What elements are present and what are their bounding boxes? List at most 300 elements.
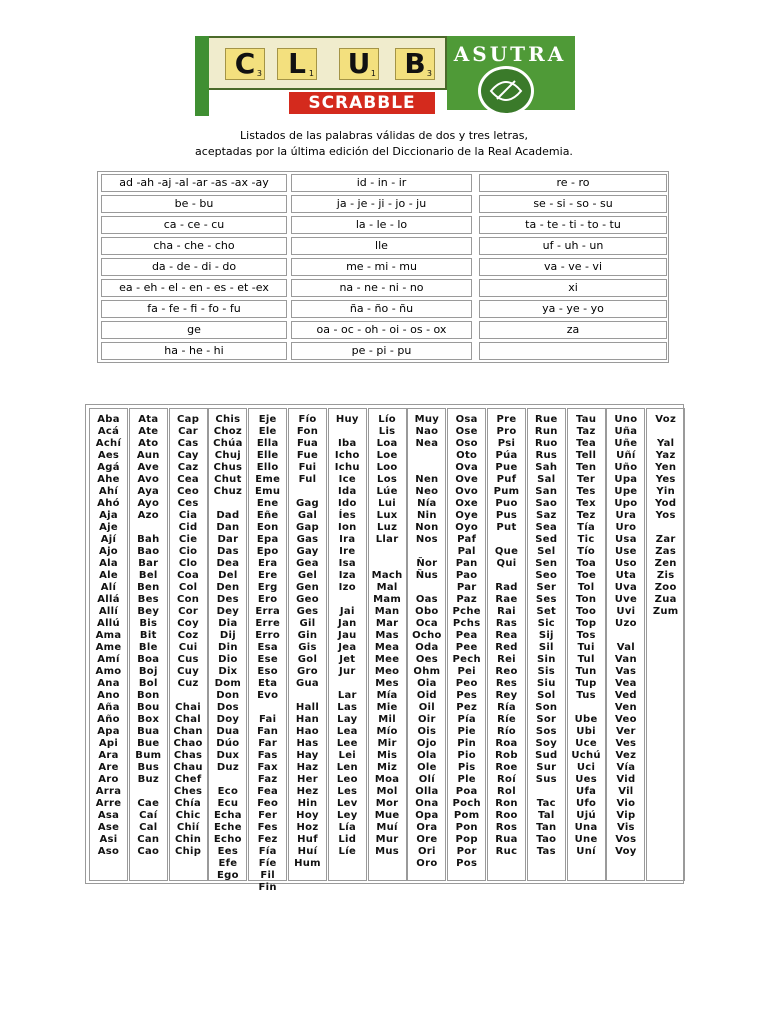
table-row	[98, 235, 668, 256]
word-entry: San	[535, 486, 558, 497]
word-column	[407, 408, 446, 881]
word-entry: Efe	[218, 858, 238, 869]
word-entry: Yod	[655, 498, 677, 509]
word-entry: Gel	[297, 570, 318, 581]
column-spacer	[408, 546, 445, 558]
word-entry: Saz	[535, 510, 557, 521]
word-entry: Echa	[213, 810, 242, 821]
word-entry: Cay	[177, 450, 199, 461]
word-entry: Sis	[537, 666, 556, 677]
word-entry: Icho	[334, 450, 360, 461]
word-column	[368, 408, 407, 881]
word-cell: va - ve - vi	[479, 258, 667, 276]
word-entry: Mur	[375, 834, 399, 845]
word-entry: Bey	[137, 606, 160, 617]
word-entry: Fue	[296, 450, 319, 461]
word-entry: Cui	[178, 642, 198, 653]
word-entry: Pchs	[452, 618, 481, 629]
word-entry: Iza	[338, 570, 356, 581]
word-entry: Taz	[576, 426, 596, 437]
word-entry: Achí	[95, 438, 122, 449]
logo-scrabble-band: SCRABBLE	[287, 90, 437, 116]
word-entry: Nao	[415, 426, 439, 437]
word-entry: Eta	[258, 678, 278, 689]
word-entry: Esa	[257, 642, 278, 653]
word-entry: Coy	[177, 618, 199, 629]
word-cell: ca - ce - cu	[101, 216, 287, 234]
word-entry: Gua	[296, 678, 319, 689]
word-entry: Bum	[135, 750, 162, 761]
word-entry: Ame	[95, 642, 122, 653]
word-entry: Mor	[375, 798, 399, 809]
word-entry: Emu	[255, 486, 281, 497]
word-column	[248, 408, 287, 893]
word-entry: Chao	[173, 738, 203, 749]
word-entry: Oro	[416, 858, 438, 869]
word-entry: Ura	[615, 510, 637, 521]
word-entry: Ches	[173, 786, 203, 797]
word-entry: Hez	[296, 786, 319, 797]
word-entry: Ahe	[97, 474, 120, 485]
table-row	[98, 319, 668, 340]
word-entry: Uve	[614, 594, 638, 605]
word-entry: Fíe	[258, 858, 277, 869]
word-entry: Bus	[137, 762, 160, 773]
word-cell: me - mi - mu	[291, 258, 472, 276]
word-entry: Fía	[258, 846, 277, 857]
word-entry: Chis	[215, 414, 241, 425]
word-entry: Mach	[371, 570, 403, 581]
three-letter-words-table	[85, 404, 684, 893]
word-entry: Ces	[177, 498, 199, 509]
word-entry: Fon	[296, 426, 319, 437]
word-entry: Opa	[415, 810, 439, 821]
word-entry: Ses	[535, 594, 557, 605]
word-entry: Apa	[97, 726, 120, 737]
word-entry: Vio	[616, 798, 636, 809]
word-entry: Ver	[615, 726, 636, 737]
word-entry: Ello	[256, 462, 279, 473]
word-entry: Ton	[575, 594, 597, 605]
word-entry: Pee	[455, 642, 478, 653]
word-entry: Allí	[98, 606, 119, 617]
word-entry: Ves	[615, 738, 637, 749]
word-entry: Ven	[614, 702, 637, 713]
word-entry: Oir	[418, 714, 436, 725]
word-entry: Chúa	[213, 438, 243, 449]
word-entry: Llar	[375, 534, 399, 545]
word-column	[606, 408, 645, 881]
word-entry: Ría	[497, 702, 516, 713]
word-entry: Gro	[297, 666, 318, 677]
word-entry: Amí	[97, 654, 120, 665]
word-entry: Yaz	[655, 450, 676, 461]
word-entry: Duz	[216, 762, 239, 773]
column-spacer	[209, 774, 246, 786]
word-entry: Pche	[452, 606, 481, 617]
word-entry: Roí	[497, 774, 516, 785]
word-entry: Acá	[97, 426, 120, 437]
word-entry: Uño	[614, 462, 638, 473]
word-entry: Nía	[417, 498, 437, 509]
word-entry: Son	[535, 702, 558, 713]
word-entry: Rei	[497, 654, 516, 665]
word-entry: Eñe	[256, 510, 279, 521]
word-entry: Tui	[577, 642, 595, 653]
word-column	[89, 408, 128, 881]
word-entry: Mes	[375, 678, 399, 689]
word-entry: Ola	[417, 750, 437, 761]
word-entry: Pon	[455, 822, 478, 833]
word-entry: Aes	[97, 450, 120, 461]
word-entry: Chef	[174, 774, 202, 785]
word-entry: Gea	[296, 558, 319, 569]
word-entry: Sus	[535, 774, 557, 785]
word-entry: Doy	[216, 714, 240, 725]
word-entry: Uña	[614, 426, 638, 437]
word-entry: Pis	[457, 762, 476, 773]
word-entry: Ayo	[137, 498, 160, 509]
word-entry: Mus	[375, 846, 400, 857]
word-entry: Tell	[575, 450, 597, 461]
word-entry: Oca	[415, 618, 438, 629]
word-entry: Una	[574, 822, 598, 833]
word-cell: id - in - ir	[291, 174, 472, 192]
word-entry: Set	[536, 606, 557, 617]
word-entry: Pue	[495, 462, 518, 473]
word-entry: Tic	[577, 534, 595, 545]
word-entry: Ore	[416, 834, 438, 845]
word-cell: cha - che - cho	[101, 237, 287, 255]
word-entry: Sil	[538, 642, 554, 653]
word-entry: Neo	[415, 486, 439, 497]
word-entry: Ire	[339, 546, 356, 557]
word-entry: Uci	[576, 762, 596, 773]
word-entry: Cie	[178, 534, 198, 545]
word-entry: Lar	[337, 690, 357, 701]
word-entry: Tez	[576, 510, 596, 521]
word-entry: Rua	[495, 834, 518, 845]
word-entry: Sos	[535, 726, 557, 737]
word-entry: Rad	[495, 582, 518, 593]
word-entry: Asa	[97, 810, 120, 821]
word-entry: Azo	[137, 510, 159, 521]
word-entry: Cal	[139, 822, 158, 833]
word-entry: Olí	[418, 774, 436, 785]
word-entry: Uñí	[616, 450, 636, 461]
word-entry: Eche	[213, 822, 242, 833]
table-row	[98, 277, 668, 298]
word-entry: Roa	[495, 738, 518, 749]
word-entry: Caz	[177, 462, 199, 473]
word-entry: Fua	[296, 438, 319, 449]
word-entry: Ñor	[416, 558, 438, 569]
word-entry: Obo	[415, 606, 439, 617]
word-entry: Res	[495, 678, 518, 689]
word-entry: Vid	[616, 774, 636, 785]
word-entry: Ras	[495, 618, 518, 629]
table-row	[98, 298, 668, 319]
column-spacer	[647, 522, 684, 534]
word-entry: Oas	[415, 594, 438, 605]
word-entry: Bon	[137, 690, 160, 701]
word-entry: Peo	[455, 678, 478, 689]
column-spacer	[607, 630, 644, 642]
word-entry: Ríe	[497, 714, 516, 725]
word-entry: Pal	[457, 546, 476, 557]
word-entry: Tes	[576, 486, 596, 497]
word-cell	[479, 342, 667, 360]
word-entry: Veo	[615, 714, 637, 725]
word-entry: Rey	[495, 690, 518, 701]
word-entry: Use	[615, 546, 637, 557]
word-entry: Mol	[376, 786, 398, 797]
column-spacer	[369, 546, 406, 558]
word-entry: Dar	[217, 534, 239, 545]
word-entry: Sah	[535, 462, 558, 473]
word-entry: Sed	[535, 534, 558, 545]
word-entry: Ano	[97, 690, 120, 701]
word-cell: da - de - di - do	[101, 258, 287, 276]
word-entry: Cio	[178, 546, 198, 557]
word-entry: Cus	[177, 654, 199, 665]
column-spacer	[528, 786, 565, 798]
word-entry: Reo	[495, 666, 518, 677]
word-entry: Nos	[415, 534, 438, 545]
word-entry: Pea	[455, 630, 478, 641]
word-entry: Ocho	[412, 630, 442, 641]
word-entry: Leo	[336, 774, 358, 785]
word-column	[129, 408, 168, 881]
word-entry: Chal	[175, 714, 202, 725]
word-entry: Ube	[574, 714, 598, 725]
word-entry: Qui	[496, 558, 517, 569]
word-entry: Sor	[536, 714, 557, 725]
word-entry: Psi	[497, 438, 516, 449]
word-entry: Pes	[456, 690, 478, 701]
word-entry: Jur	[338, 666, 356, 677]
word-entry: Dix	[218, 666, 238, 677]
word-entry: Ato	[138, 438, 159, 449]
word-entry: Haz	[296, 762, 319, 773]
word-entry: Aña	[97, 702, 120, 713]
word-entry: Clo	[178, 558, 198, 569]
word-entry: Lei	[338, 750, 357, 761]
word-entry: Roe	[495, 762, 518, 773]
word-entry: Pez	[456, 702, 478, 713]
column-spacer	[130, 522, 167, 534]
word-entry: Bis	[139, 618, 158, 629]
word-entry: Moa	[374, 774, 400, 785]
word-entry: Dos	[216, 702, 239, 713]
word-entry: Ruo	[535, 438, 558, 449]
word-entry: Lea	[336, 726, 358, 737]
word-entry: Isa	[338, 558, 356, 569]
word-entry: Ose	[455, 426, 478, 437]
word-entry: Ful	[298, 474, 317, 485]
column-spacer	[170, 690, 207, 702]
word-entry: Zua	[654, 594, 677, 605]
logo-tile-l: L 1	[277, 48, 317, 80]
word-entry: Ave	[137, 462, 160, 473]
word-entry: Huy	[335, 414, 359, 425]
word-entry: Ata	[138, 414, 159, 425]
word-entry: Aje	[99, 522, 118, 533]
word-entry: Ufo	[575, 798, 597, 809]
word-entry: Buz	[137, 774, 160, 785]
word-entry: Ruc	[495, 846, 518, 857]
word-entry: Cid	[178, 522, 198, 533]
word-entry: Pie	[457, 726, 476, 737]
word-entry: Uchú	[571, 750, 601, 761]
column-spacer	[369, 558, 406, 570]
word-entry: Fas	[257, 750, 278, 761]
word-entry: Car	[178, 426, 199, 437]
word-entry: Fea	[257, 786, 279, 797]
word-entry: Fil	[260, 870, 275, 881]
word-entry: Asi	[99, 834, 118, 845]
word-entry: Bao	[137, 546, 160, 557]
word-entry: Alí	[100, 582, 117, 593]
word-entry: Mue	[374, 810, 400, 821]
word-entry: Pro	[496, 426, 517, 437]
word-entry: Chuz	[213, 486, 243, 497]
word-entry: Huf	[297, 834, 318, 845]
word-entry: Dio	[218, 654, 238, 665]
word-entry: Zoo	[654, 582, 677, 593]
word-entry: Pin	[457, 738, 477, 749]
word-entry: Ben	[137, 582, 160, 593]
word-entry: Tun	[575, 666, 597, 677]
word-entry: Lev	[337, 798, 358, 809]
word-entry: Geo	[296, 594, 319, 605]
word-entry: Ase	[97, 822, 120, 833]
word-entry: Jan	[338, 618, 357, 629]
word-entry: Ají	[100, 534, 117, 545]
word-entry: Tía	[577, 522, 596, 533]
word-entry: Mío	[376, 726, 398, 737]
word-entry: Puo	[495, 498, 518, 509]
word-entry: Chus	[213, 462, 243, 473]
word-entry: Mam	[373, 594, 402, 605]
word-entry: Ama	[95, 630, 122, 641]
word-entry: Ñus	[415, 570, 439, 581]
word-entry: Dua	[216, 726, 240, 737]
column-spacer	[329, 678, 366, 690]
word-entry: Lux	[376, 510, 398, 521]
word-entry: Elle	[256, 450, 279, 461]
word-entry: Eje	[258, 414, 277, 425]
word-entry: Ubi	[576, 726, 596, 737]
word-entry: Ora	[416, 822, 438, 833]
word-entry: Jai	[339, 606, 355, 617]
word-entry: Sen	[535, 558, 558, 569]
word-entry: Yos	[655, 510, 676, 521]
word-entry: Ohm	[413, 666, 441, 677]
word-column	[169, 408, 208, 881]
word-entry: Pum	[493, 486, 520, 497]
word-entry: Ere	[257, 570, 278, 581]
word-entry: Ble	[138, 642, 158, 653]
word-cell: uf - uh - un	[479, 237, 667, 255]
word-entry: Upe	[614, 486, 638, 497]
word-entry: Vos	[615, 834, 637, 845]
word-entry: Yen	[655, 462, 677, 473]
word-cell: za	[479, 321, 667, 339]
word-entry: Choz	[213, 426, 243, 437]
word-entry: Vea	[615, 678, 637, 689]
word-entry: Uro	[615, 522, 637, 533]
word-entry: Hin	[297, 798, 318, 809]
word-entry: Mee	[374, 654, 400, 665]
word-entry: Gag	[295, 498, 319, 509]
word-entry: Muí	[376, 822, 398, 833]
word-entry: Oid	[416, 690, 437, 701]
word-entry: Eme	[255, 474, 281, 485]
word-entry: Gas	[296, 534, 319, 545]
word-entry: Gol	[297, 654, 318, 665]
word-entry: Gen	[295, 582, 319, 593]
column-spacer	[408, 582, 445, 594]
word-entry: Ego	[217, 870, 239, 881]
word-entry: Soy	[535, 738, 558, 749]
word-column	[646, 408, 685, 881]
word-entry: Hoz	[296, 822, 319, 833]
word-entry: Ida	[338, 486, 357, 497]
word-entry: Ara	[98, 750, 119, 761]
word-entry: Ate	[138, 426, 159, 437]
word-cell: re - ro	[479, 174, 667, 192]
word-entry: Bua	[137, 726, 160, 737]
word-entry: Chií	[176, 822, 200, 833]
word-entry: Cea	[177, 474, 199, 485]
word-cell: ad -ah -aj -al -ar -as -ax -ay	[101, 174, 287, 192]
word-column	[527, 408, 566, 881]
word-entry: Pio	[457, 750, 476, 761]
word-entry: Eco	[217, 786, 239, 797]
word-entry: Ene	[256, 498, 279, 509]
word-entry: Bou	[137, 702, 160, 713]
word-entry: Hum	[294, 858, 321, 869]
word-entry: Coz	[177, 630, 199, 641]
word-column	[487, 408, 526, 881]
word-entry: Arre	[95, 798, 122, 809]
word-entry: Chip	[174, 846, 202, 857]
word-entry: Dad	[216, 510, 240, 521]
word-entry: Une	[574, 834, 598, 845]
column-spacer	[130, 786, 167, 798]
word-entry: Ero	[257, 594, 278, 605]
word-entry: Fío	[298, 414, 317, 425]
word-entry: Too	[576, 606, 597, 617]
word-entry: Zum	[652, 606, 679, 617]
column-spacer	[289, 486, 326, 498]
word-entry: Vil	[618, 786, 634, 797]
word-entry: Hall	[295, 702, 320, 713]
word-entry: Caí	[139, 810, 158, 821]
word-entry: Zen	[654, 558, 677, 569]
word-entry: Eon	[256, 522, 279, 533]
word-entry: Mea	[374, 642, 400, 653]
word-entry: Chan	[173, 726, 203, 737]
word-entry: Tul	[577, 654, 595, 665]
word-entry: Val	[616, 642, 636, 653]
word-entry: Arra	[95, 786, 122, 797]
club-scrabble-logo	[195, 36, 575, 120]
word-entry: Cap	[177, 414, 200, 425]
word-entry: Ple	[457, 774, 476, 785]
word-entry: Sin	[536, 654, 556, 665]
